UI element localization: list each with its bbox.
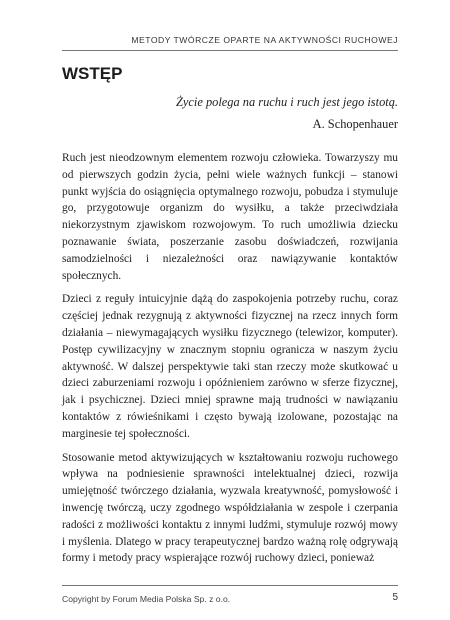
paragraph-1: Ruch jest nieodzownym elementem rozwoju człowieka. Towarzyszy mu od pierwszych godzin życia, pełni wiele ważnych funkcji – stanowi punkt wyjścia do osiągnięcia optymalnego rozwoju, pobudza i stymuluje go, przygotowuje organizm do wysiłku, a także przeciwdziała niekorzystnym zjawiskom rozwojowym. To ruch umożliwia dziecku poznawanie świata, poszerzanie zasobu doświadczeń, rozwijania samodzielności i niezależności oraz nawiązywanie kontaktów społecznych. [62, 152, 398, 282]
header-rule [62, 50, 398, 51]
running-header: METODY TWÓRCZE OPARTE NA AKTYWNOŚCI RUCHOWEJ [131, 35, 398, 45]
body-text [62, 150, 398, 574]
epigraph-quote: Życie polega na ruchu i ruch jest jego istotą. [176, 95, 398, 109]
paragraph-2: Dzieci z reguły intuicyjnie dążą do zaspokojenia potrzeby ruchu, coraz częściej jednak rezygnują z aktywności fizycznej na rzecz innych form działania – niewymagających wysiłku fizycznego (telewizor, komputer). Postęp cywilizacyjny w znacznym stopniu ogranicza w naszym życiu aktywność. W dalszej perspektywie taki stan rzeczy może skutkować u dzieci zaburzeniami rozwoju i opóźnieniem zarówno w sferze fizycznej, jak i psychicznej. Dzieci mniej sprawne mają trudności w nawiązaniu kontaktów z rówieśnikami i często bywają izolowane, pozostając na marginesie tej społeczności. [62, 293, 398, 440]
epigraph [62, 93, 398, 133]
paragraph-3: Stosowanie metod aktywizujących w kształtowaniu rozwoju ruchowego wpływa na podniesienie sprawności intelektualnej dzieci, rozwija umiejętność twórczego działania, wyzwala kreatywność, pomysłowość i inwencję twórczą, uczy zgodnego współdziałania w zespole i czerpania radości z możliwości kontaktu z innymi ludźmi, stymuluje rozwój mowy i myślenia. Dlatego w pracy terapeutycznej bardzo ważną rolę odgrywają formy i metody pracy wspierające rozwój ruchowy dzieci, ponieważ [62, 451, 398, 565]
epigraph-author: A. Schopenhauer [312, 117, 398, 131]
section-title: WSTĘP [62, 64, 123, 83]
footer-rule [62, 585, 398, 586]
page-number: 5 [392, 592, 398, 603]
footer-copyright: Copyright by Forum Media Polska Sp. z o.o. [62, 594, 231, 604]
